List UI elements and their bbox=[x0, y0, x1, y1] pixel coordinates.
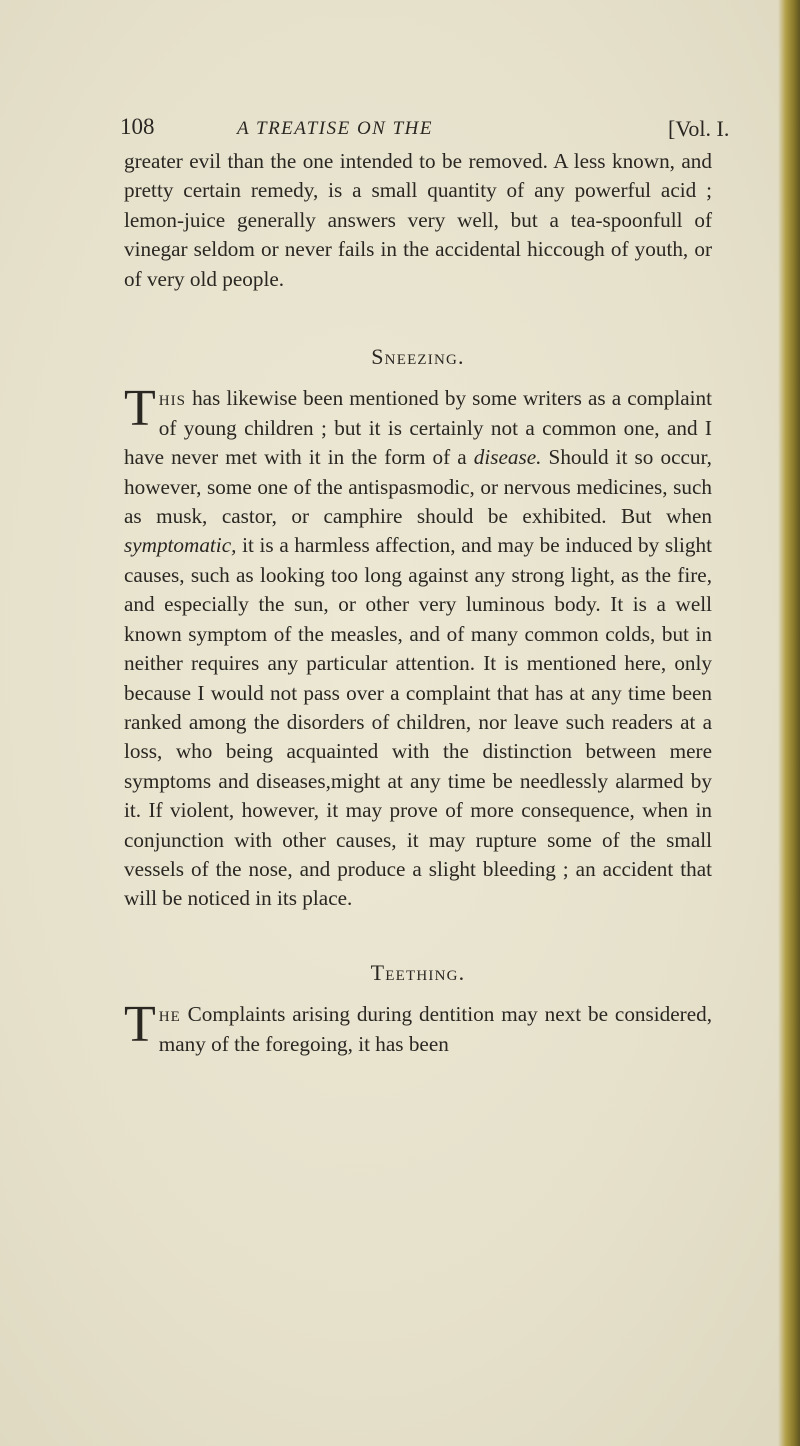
sneezing-text-2: Should it so occur, however, some one of the antispasmodic, or nervous medicines, such as musk, castor, or camphire should be exhibited. But when bbox=[124, 445, 712, 529]
running-title: A TREATISE ON THE bbox=[237, 118, 433, 139]
sneezing-italic-2: symptomatic, bbox=[124, 533, 237, 558]
teething-paragraph bbox=[124, 996, 712, 1059]
page-header bbox=[120, 114, 790, 144]
section-heading-sneezing: Sneezing. bbox=[371, 344, 465, 370]
sneezing-italic-1: disease. bbox=[473, 445, 542, 470]
page-number: 108 bbox=[120, 114, 155, 139]
lead-word-sneezing: his bbox=[158, 386, 186, 411]
page-edge bbox=[778, 0, 800, 1446]
volume-marker: [Vol. I. bbox=[668, 116, 730, 141]
sneezing-text-3: it is a harmless affection, and may be induced by slight causes, such as looking too long against any strong light, as the fire, and especially the sun, or other very luminous body. It is a well known symptom of the measles, and of many common colds, but in neither requires any particular attention. It is mentioned here, only because I would not pass over a complaint that has at any time been ranked among the disorders of children, nor leave such readers at a loss, who being acquainted with the distinction between mere symptoms and diseases,might at any time be needlessly alarmed by it. If violent, however, it may prove of more consequence, when in conjunction with other causes, it may rupture some of the small vessels of the nose, and produce a slight bleeding ; an accident that will be noticed in its place. bbox=[124, 533, 712, 911]
page-body bbox=[124, 147, 712, 1059]
teething-text: Complaints arising during dentition may next be considered, many of the foregoing, it has been bbox=[158, 1002, 712, 1056]
dropcap-sneezing: T bbox=[124, 380, 156, 438]
section-heading-teething: Teething. bbox=[370, 959, 466, 985]
lead-word-teething: he bbox=[158, 1002, 181, 1027]
sneezing-paragraph bbox=[124, 380, 712, 913]
dropcap-teething: T bbox=[124, 996, 156, 1054]
opening-paragraph: greater evil than the one intended to be removed. A less known, and pretty certain remedy, is a small quantity of any powerful acid ; lemon-juice generally answers very well, but a tea-spoonfull of vinegar seldom or never fails in the accidental hiccough of youth, or of very old people. bbox=[124, 149, 712, 291]
sneezing-text-1: has likewise been mentioned by some writers as a complaint of young children ; but it is certainly not a common one, and I have never met with it in the form of a bbox=[124, 386, 712, 470]
